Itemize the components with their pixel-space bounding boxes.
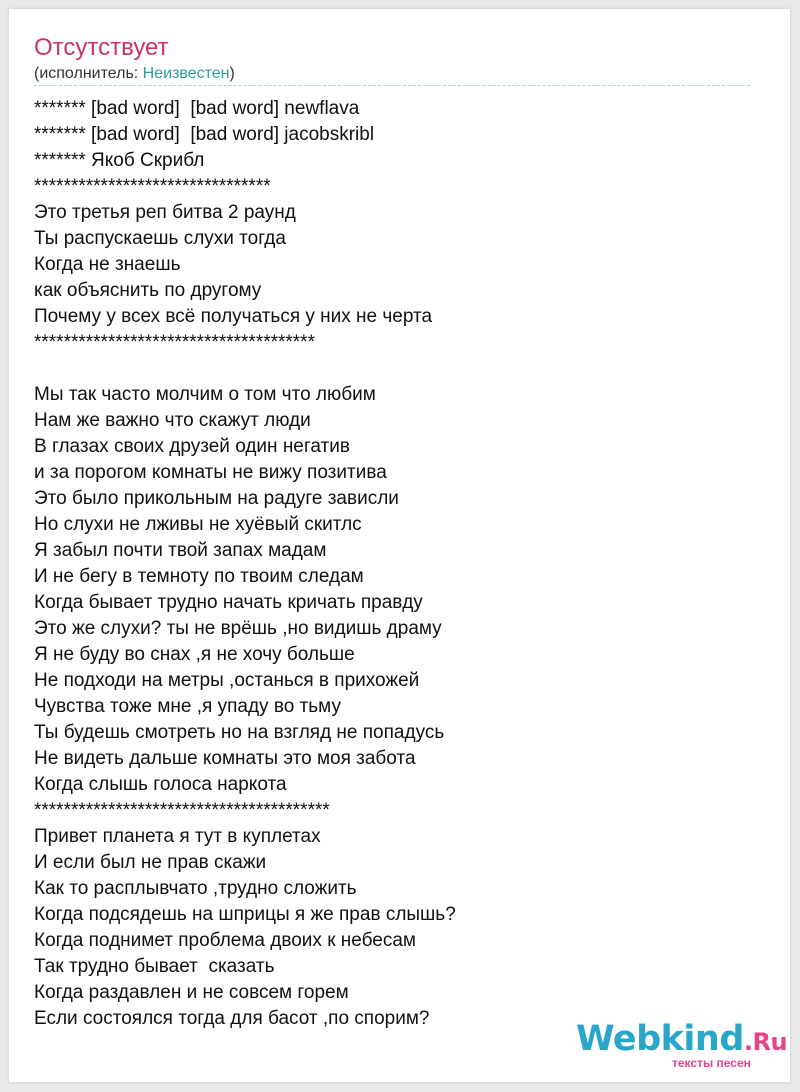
lyric-line: Нам же важно что скажут люди [34, 410, 311, 431]
lyric-line: Когда поднимет проблема двоих к небесам [34, 930, 416, 951]
lyric-line: И если был не прав скажи [34, 852, 267, 873]
logo-ru-text: .Ru [743, 1028, 788, 1056]
lyric-line: Так трудно бывает сказать [34, 956, 275, 977]
lyric-line: Когда раздавлен и не совсем горем [34, 982, 349, 1003]
lyric-line: ******* Якоб Скрибл [34, 150, 205, 171]
lyric-line: Не подходи на метры ,останься в прихожей [34, 670, 420, 691]
lyric-line: Не видеть дальше комнаты это моя забота [34, 748, 416, 769]
logo-main-text: Webkind [576, 1019, 744, 1059]
lyric-line: Почему у всех всё получаться у них не черта [34, 306, 433, 327]
lyric-line: ******* [bad word] [bad word] jacobskribl [34, 124, 375, 145]
lyric-line: И не бегу в темноту по твоим следам [34, 566, 364, 587]
artist-suffix: ) [229, 65, 235, 82]
lyric-line: Это же слухи? ты не врёшь ,но видишь драму [34, 618, 442, 639]
lyric-line: и за порогом комнаты не вижу позитива [34, 462, 387, 483]
lyric-line: ******************************** [34, 176, 271, 197]
lyric-line: как объяснить по другому [34, 280, 262, 301]
lyric-line: Как то расплывчато ,трудно сложить [34, 878, 357, 899]
lyric-line: Привет планета я тут в куплетах [34, 826, 321, 847]
song-title: Отсутствует [34, 34, 169, 61]
lyric-line: ******* [bad word] [bad word] newflava [34, 98, 360, 119]
lyric-line: Когда не знаешь [34, 254, 181, 275]
lyric-line: Но слухи не лживы не хуёвый скитлс [34, 514, 362, 535]
lyric-line: Я не буду во снах ,я не хочу больше [34, 644, 355, 665]
lyric-line: Ты распускаешь слухи тогда [34, 228, 286, 249]
logo-tagline: тексты песен [672, 1056, 751, 1070]
lyric-line: Если состоялся тогда для басот ,по спорим? [34, 1008, 430, 1029]
lyric-line: В глазах своих друзей один негатив [34, 436, 350, 457]
lyrics-text [34, 96, 456, 1032]
lyric-line: Когда бывает трудно начать кричать правду [34, 592, 423, 613]
lyric-line: Когда слышь голоса наркота [34, 774, 287, 795]
webkind-logo[interactable] [576, 1018, 788, 1078]
lyric-line: Это было прикольным на радуге зависли [34, 488, 399, 509]
lyric-line: Это третья реп битва 2 раунд [34, 202, 296, 223]
lyric-line [34, 356, 456, 382]
artist-prefix: (исполнитель: [34, 65, 143, 82]
lyric-line: **************************************** [34, 800, 330, 821]
lyric-line: ************************************** [34, 332, 315, 353]
artist-line [34, 64, 235, 84]
lyric-line: Чувства тоже мне ,я упаду во тьму [34, 696, 341, 717]
lyric-line: Ты будешь смотреть но на взгляд не попадусь [34, 722, 445, 743]
dashed-divider [34, 85, 750, 86]
lyric-line: Я забыл почти твой запах мадам [34, 540, 327, 561]
artist-link[interactable]: Неизвестен [142, 65, 230, 82]
lyric-line: Когда подсядешь на шприцы я же прав слышь? [34, 904, 456, 925]
lyric-line: Мы так часто молчим о том что любим [34, 384, 376, 405]
